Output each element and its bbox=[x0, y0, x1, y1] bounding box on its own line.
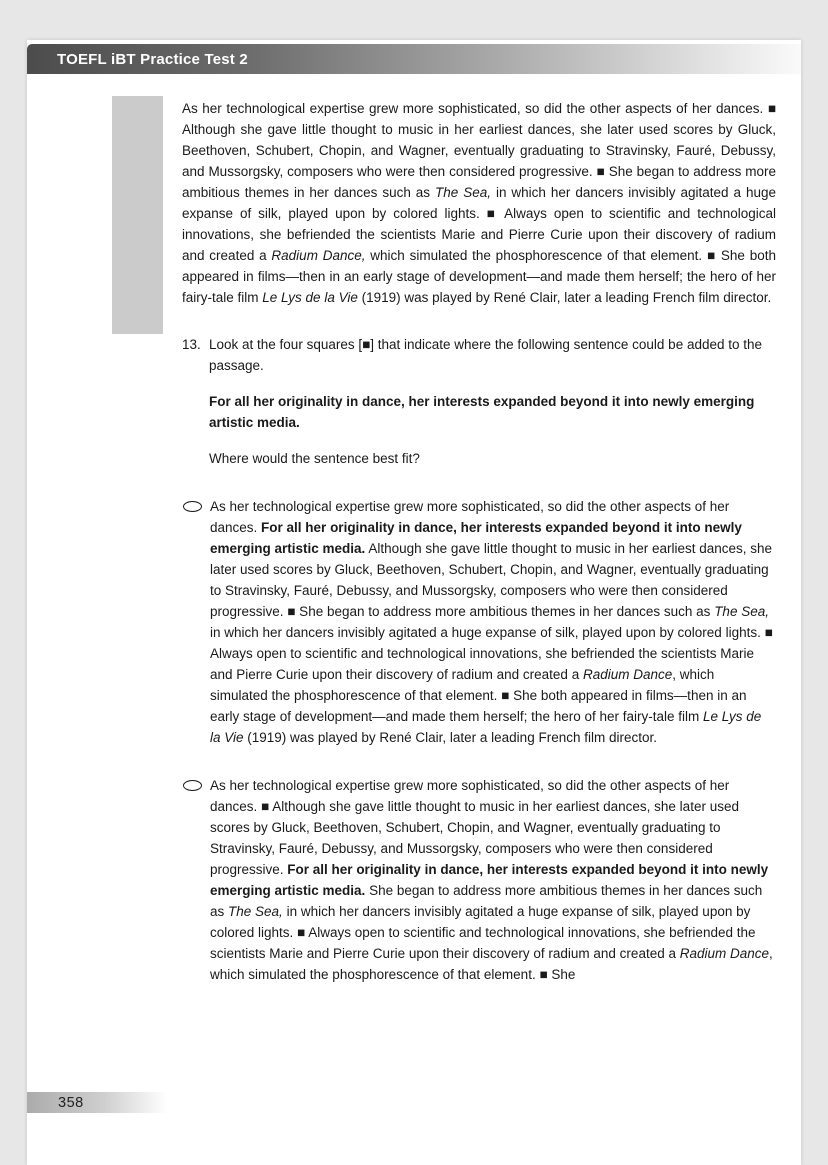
header-title: TOEFL iBT Practice Test 2 bbox=[57, 50, 248, 68]
answer-option-b[interactable] bbox=[183, 775, 775, 985]
answer-option-a-text: As her technological expertise grew more sophisticated, so did the other aspects of her dances. For all her originality in dance, her interests expanded beyond it into newly emerging artistic media. Although she gave little thought to music in her earliest dances, she later used scores by Gluck, Beethoven, Schubert, Chopin, and Wagner, eventually graduating to Stravinsky, Fauré, Debussy, and Mussorgsky, composers who were then considered progressive. ■ She began to address more ambitious themes in her dances such as The Sea, in which her dancers invisibly agitated a huge expanse of silk, played upon by colored lights. ■ Always open to scientific and technological innovations, she befriended the scientists Marie and Pierre Curie upon their discovery of radium and created a Radium Dance, which simulated the phosphorescence of that element. ■ She both appeared in films—then in an early stage of development—and made them herself; the hero of her fairy-tale film Le Lys de la Vie (1919) was played by René Clair, later a leading French film director. bbox=[210, 499, 773, 745]
passage-text: As her technological expertise grew more sophisticated, so did the other aspects of her dances. ■ Although she gave little thought to music in her earliest dances, she later used scores by Gluck, Beethoven, Schubert, Chopin, and Wagner, eventually graduating to Stravinsky, Fauré, Debussy, and Mussorgsky, composers who were then considered progressive. ■ She began to address more ambitious themes in her dances such as The Sea, in which her dancers invisibly agitated a huge expanse of silk, played upon by colored lights. ■ Always open to scientific and technological innovations, she befriended the scientists Marie and Pierre Curie upon their discovery of radium and created a Radium Dance, which simulated the phosphorescence of that element. ■ She both appeared in films—then in an early stage of development—and made them herself; the hero of her fairy-tale film Le Lys de la Vie (1919) was played by René Clair, later a leading French film director. bbox=[182, 101, 776, 305]
footer-bar bbox=[27, 1092, 167, 1113]
answer-option-a[interactable] bbox=[183, 496, 775, 748]
page-content bbox=[27, 40, 801, 985]
question-13 bbox=[182, 334, 776, 469]
question-followup: Where would the sentence best fit? bbox=[209, 451, 420, 466]
question-body bbox=[209, 334, 776, 469]
page-number: 358 bbox=[58, 1094, 84, 1111]
radio-oval-a[interactable] bbox=[183, 501, 202, 512]
book-page bbox=[27, 40, 801, 1165]
question-prompt: Look at the four squares [■] that indicate where the following sentence could be added to the passage. bbox=[209, 337, 763, 373]
question-number: 13. bbox=[182, 337, 201, 352]
radio-oval-b[interactable] bbox=[183, 780, 202, 791]
answer-option-b-text: As her technological expertise grew more sophisticated, so did the other aspects of her dances. ■ Although she gave little thought to music in her earliest dances, she later used scores by Gluck, Beethoven, Schubert, Chopin, and Wagner, eventually graduating to Stravinsky, Fauré, Debussy, and Mussorgsky, composers who were then considered progressive. For all her originality in dance, her interests expanded beyond it into newly emerging artistic media. She began to address more ambitious themes in her dances such as The Sea, in which her dancers invisibly agitated a huge expanse of silk, played upon by colored lights. ■ Always open to scientific and technological innovations, she befriended the scientists Marie and Pierre Curie upon their discovery of radium and created a Radium Dance, which simulated the phosphorescence of that element. ■ She bbox=[210, 778, 773, 982]
insert-sentence: For all her originality in dance, her interests expanded beyond it into newly emerging artistic media. bbox=[209, 394, 755, 430]
